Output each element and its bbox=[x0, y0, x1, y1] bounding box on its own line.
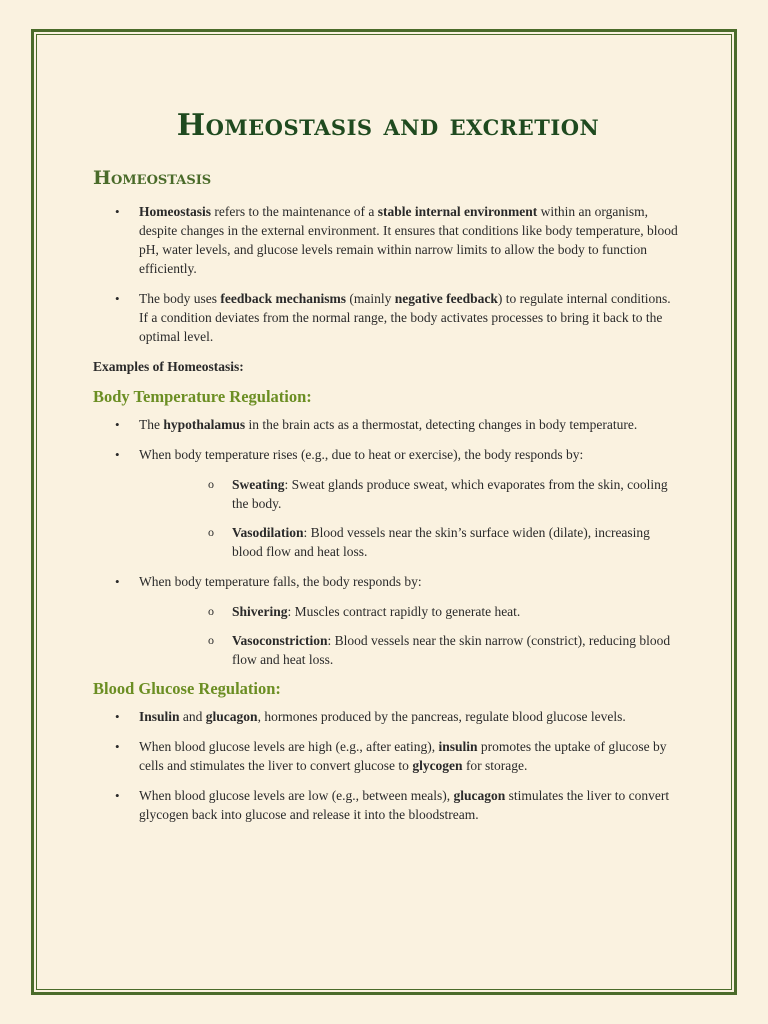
document-body bbox=[93, 104, 683, 824]
bold-term: insulin bbox=[438, 739, 478, 754]
text-run: : Muscles contract rapidly to generate heat. bbox=[287, 604, 521, 619]
bold-term: Sweating bbox=[232, 477, 285, 492]
text-run: When blood glucose levels are high (e.g., after eating), bbox=[139, 739, 439, 754]
bold-term: Shivering bbox=[232, 604, 288, 619]
sub-bullet-list bbox=[139, 602, 683, 669]
bold-term: glucagon bbox=[453, 788, 506, 803]
sub-bullet-item bbox=[139, 475, 683, 513]
sub-bullet-item bbox=[139, 631, 683, 669]
text-run: within an organism, despite changes in the external environment. It ensures that conditions like body temperature, blood pH, water levels, and glucose levels remain within narrow limits to allow the body to function efficiently. bbox=[139, 204, 678, 276]
text-run: , hormones produced by the pancreas, regulate blood glucose levels. bbox=[257, 709, 626, 724]
bold-term: Vasodilation bbox=[232, 525, 304, 540]
bullet-item bbox=[93, 415, 683, 434]
body-temperature-bullet-list bbox=[93, 415, 683, 669]
bold-term: glucagon bbox=[205, 709, 258, 724]
bullet-item bbox=[93, 737, 683, 775]
text-run: When body temperature falls, the body responds by: bbox=[139, 574, 422, 589]
blood-glucose-bullet-list bbox=[93, 707, 683, 824]
text-run: : Blood vessels near the skin’s surface widen (dilate), increasing blood flow and heat loss. bbox=[232, 525, 650, 559]
subsection-heading-blood-glucose: Blood Glucose Regulation: bbox=[93, 679, 281, 698]
bullet-item bbox=[93, 786, 683, 824]
text-run: (mainly bbox=[346, 291, 395, 306]
text-run: When body temperature rises (e.g., due to heat or exercise), the body responds by: bbox=[139, 447, 584, 462]
bullet-item bbox=[93, 572, 683, 669]
bold-term: stable internal environment bbox=[377, 204, 538, 219]
text-run: When blood glucose levels are low (e.g., between meals), bbox=[139, 788, 454, 803]
bold-term: Vasoconstriction bbox=[232, 633, 328, 648]
examples-label: Examples of Homeostasis: bbox=[93, 359, 244, 374]
document-title: Homeostasis and excretion bbox=[176, 108, 600, 143]
sub-bullet-list bbox=[139, 475, 683, 561]
text-run: stimulates the liver to convert glycogen back into glucose and release it into the bloodstream. bbox=[139, 788, 670, 822]
sub-bullet-item bbox=[139, 523, 683, 561]
bold-term: feedback mechanisms bbox=[220, 291, 346, 306]
text-run: in the brain acts as a thermostat, detecting changes in body temperature. bbox=[245, 417, 638, 432]
section-heading-homeostasis: Homeostasis bbox=[93, 167, 212, 189]
text-run: The body uses bbox=[139, 291, 221, 306]
bullet-item bbox=[93, 707, 683, 726]
bold-term: Insulin bbox=[139, 709, 180, 724]
bold-term: Homeostasis bbox=[139, 204, 211, 219]
text-run: : Sweat glands produce sweat, which evaporates from the skin, cooling the body. bbox=[232, 477, 668, 511]
sub-bullet-item bbox=[139, 602, 683, 621]
bullet-item bbox=[93, 289, 683, 346]
text-run: promotes the uptake of glucose by cells and stimulates the liver to convert glucose to bbox=[139, 739, 667, 773]
text-run: : Blood vessels near the skin narrow (constrict), reducing blood flow and heat loss. bbox=[232, 633, 671, 667]
subsection-heading-body-temperature: Body Temperature Regulation: bbox=[93, 387, 312, 406]
bold-term: glycogen bbox=[412, 758, 463, 773]
bold-term: hypothalamus bbox=[163, 417, 246, 432]
intro-bullet-list bbox=[93, 202, 683, 346]
text-run: and bbox=[179, 709, 206, 724]
text-run: ) to regulate internal conditions. If a condition deviates from the normal range, the body activates processes to bring it back to the optimal level. bbox=[139, 291, 671, 344]
text-run: for storage. bbox=[462, 758, 528, 773]
text-run: refers to the maintenance of a bbox=[211, 204, 378, 219]
bullet-item bbox=[93, 202, 683, 278]
text-run: The bbox=[139, 417, 164, 432]
bullet-item bbox=[93, 445, 683, 561]
bold-term: negative feedback bbox=[394, 291, 498, 306]
